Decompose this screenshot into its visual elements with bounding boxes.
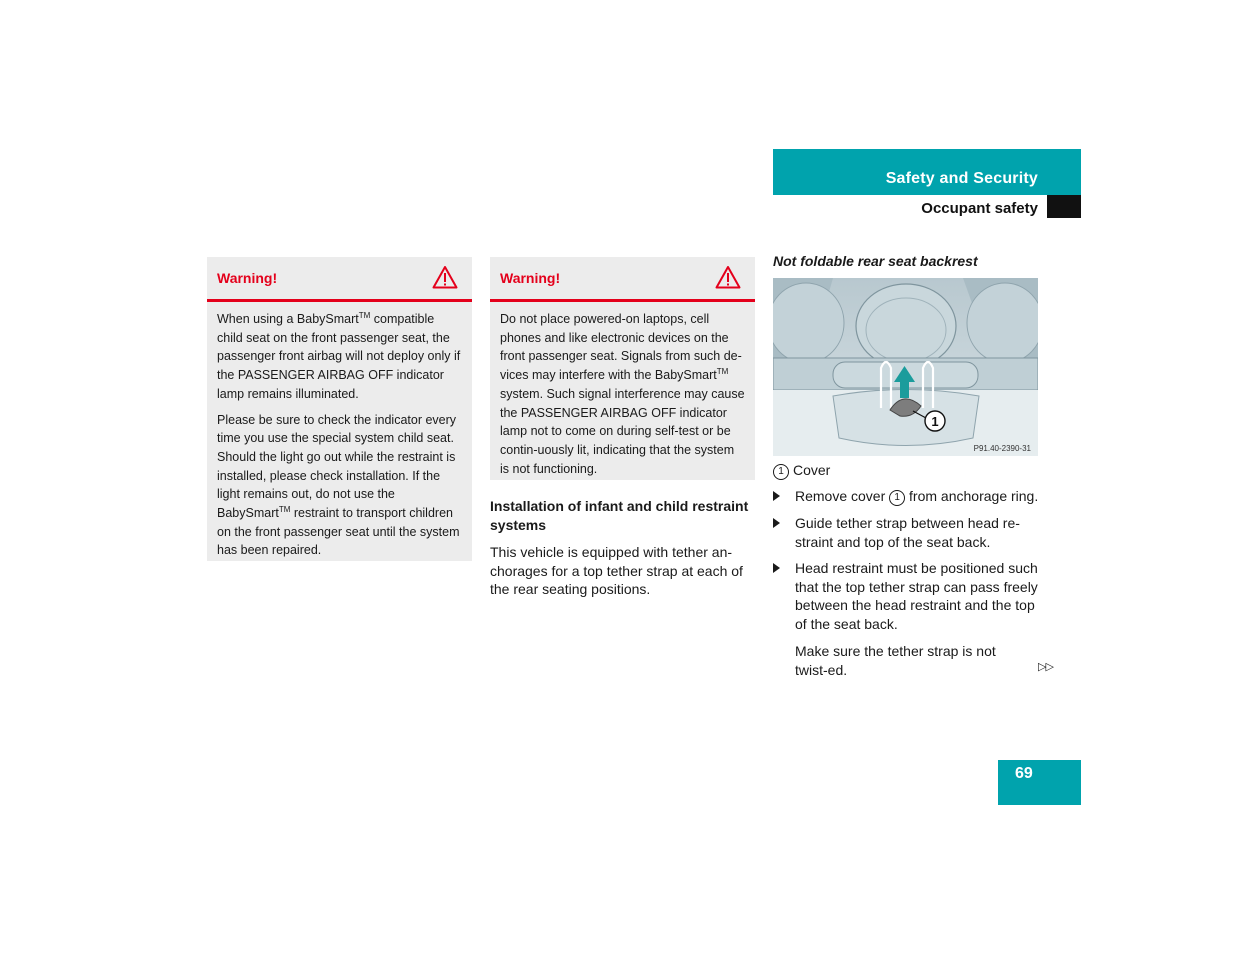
warning-header [207, 257, 472, 302]
trademark: TM [358, 310, 371, 320]
page-number-box [998, 760, 1081, 805]
warning-label: Warning! [500, 270, 561, 286]
section-title: Safety and Security [885, 170, 1038, 187]
warning-header [490, 257, 755, 302]
step-head-restraint [773, 559, 1043, 634]
warning-paragraph [500, 310, 745, 478]
warning-triangle-icon [432, 265, 458, 289]
text-segment: compatible child seat on the front passenger seat, the passenger front airbag will not deploy only if the PASSENGER AIRBAG OFF indicator lamp remains illuminated. [217, 312, 461, 401]
text-segment: Do not place powered-on laptops, cell phones and like electronic devices on the front passenger seat. Signals from such de-vices may interfere with the BabySmart [500, 312, 742, 383]
text-segment: Remove cover [795, 488, 890, 504]
warning-paragraph [217, 310, 462, 404]
warning-body [490, 302, 755, 493]
callout-number: 1 [931, 414, 939, 429]
rear-seat-heading: Not foldable rear seat backrest [773, 253, 978, 269]
page-number: 69 [1015, 765, 1033, 782]
figure-code: P91.40-2390-31 [973, 444, 1031, 453]
trademark: TM [716, 366, 729, 376]
text-segment: system. Such signal interference may cause the PASSENGER AIRBAG OFF indicator lamp not to come on during self-test or be contin-uously lit, indicating that the system is not functioning. [500, 386, 745, 476]
warning-paragraph [217, 411, 462, 561]
continue-arrows-icon: ▷▷ [1038, 661, 1053, 673]
installation-heading: Installation of infant and child restraint systems [490, 498, 749, 533]
tether-anchorage-illustration [773, 278, 1038, 456]
warning-box-electronic-devices [490, 257, 755, 480]
legend-label: Cover [793, 462, 831, 478]
text-segment: from anchorage ring. [905, 488, 1039, 504]
warning-box-babysmart [207, 257, 472, 561]
seat-illustration [773, 278, 1038, 456]
installation-body: This vehicle is equipped with tether an-chorages for a top tether strap at each of the rear seating positions. [490, 544, 743, 598]
callout-circle: 1 [773, 464, 789, 480]
step-guide-tether [773, 514, 1043, 551]
bullet-arrow-icon [773, 491, 780, 501]
section-tab-marker [1047, 195, 1081, 218]
legend-item-cover [773, 461, 1038, 480]
text-segment: restraint to transport children on the front passenger seat until the system has been repaired. [217, 506, 460, 558]
section-header-bar [773, 149, 1081, 195]
bullet-arrow-icon [773, 518, 780, 528]
warning-label: Warning! [217, 270, 278, 286]
step-text [795, 487, 1043, 506]
warning-body [207, 302, 472, 575]
step-text: Head restraint must be positioned such that the top tether strap can pass freely between the head restraint and the top of the seat back. [795, 560, 1038, 633]
step-remove-cover [773, 487, 1043, 506]
text-segment: When using a BabySmart [217, 312, 359, 326]
step-note [773, 642, 1023, 679]
text-segment: Please be sure to check the indicator every time you use the special system child seat. Should the light go out while the restraint is installed, please check installation. If the light remains out, do not use the BabySmart [217, 412, 457, 521]
callout-circle: 1 [889, 490, 905, 506]
bullet-arrow-icon [773, 563, 780, 573]
step-text: Guide tether strap between head re-straint and top of the seat back. [795, 515, 1020, 550]
warning-triangle-icon [715, 265, 741, 289]
subsection-title: Occupant safety [921, 200, 1038, 217]
trademark: TM [278, 504, 291, 514]
note-text: Make sure the tether strap is not twist-ed. [795, 643, 996, 678]
